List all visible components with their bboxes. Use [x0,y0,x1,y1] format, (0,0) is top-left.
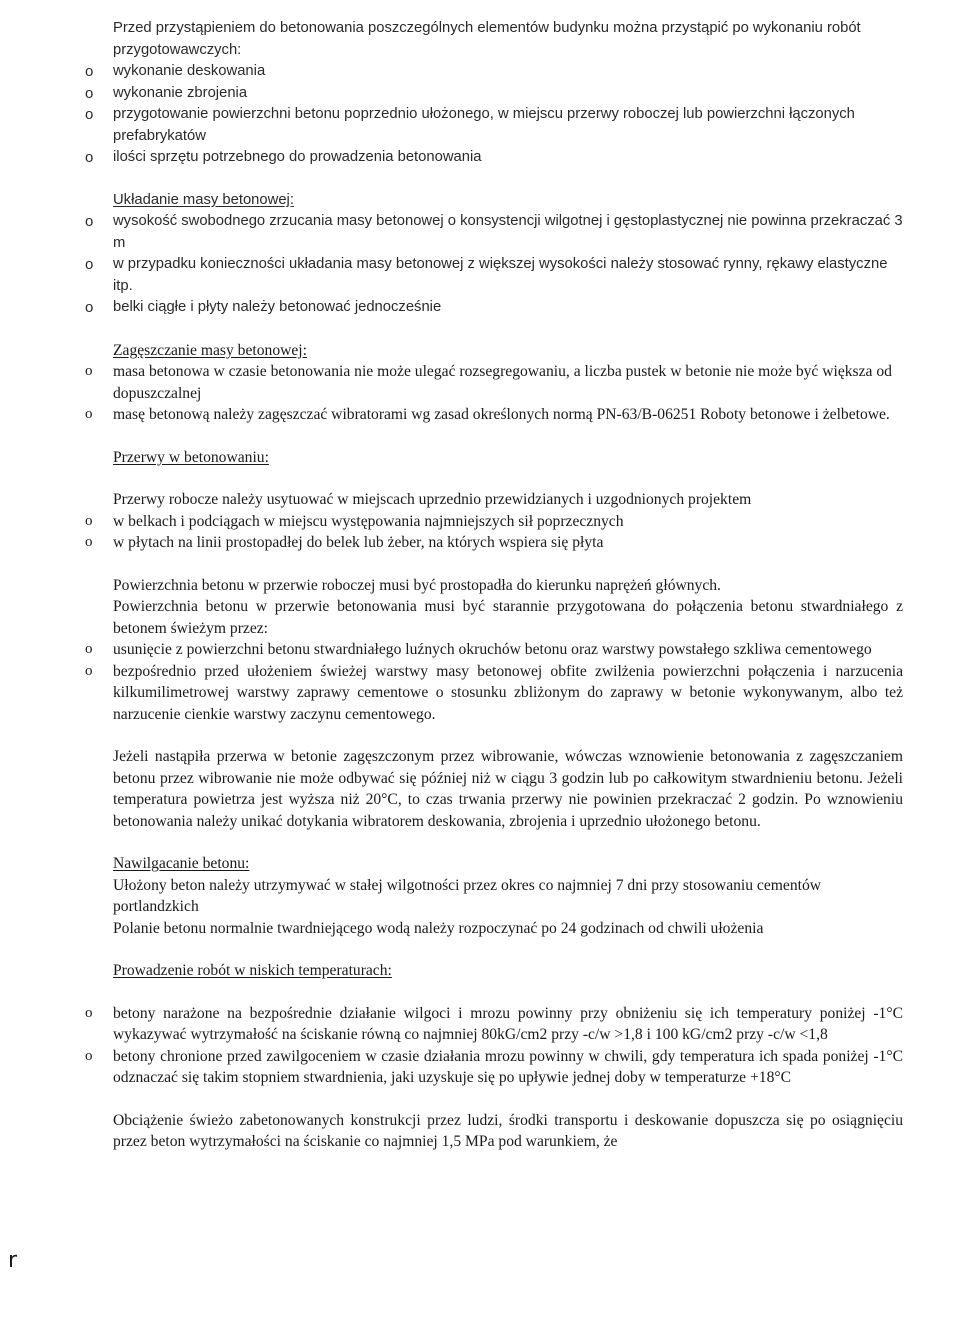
bullet-icon: o [85,1004,93,1021]
list-item: o wykonanie zbrojenia [113,83,903,105]
list-item: o w płytach na linii prostopadłej do belek lub żeber, na których wspiera się płyta [113,532,903,554]
bullet-icon: o [85,299,94,316]
paragraph: Polanie betonu normalnie twardniejącego wodą należy rozpoczynać po 24 godzinach od chwili ułożenia [113,919,764,937]
list-item: o ilości sprzętu potrzebnego do prowadzenia betonowania [113,147,903,169]
list-item: o betony chronione przed zawilgoceniem w czasie działania mrozu powinny w chwili, gdy temperatura ich spada poniżej -1°C odznaczać się takim stopniem stwardnienia, jaki uzyskuje się po upływie jednej doby w temperaturze +18°C [85,1047,903,1086]
list-item: o usunięcie z powierzchni betonu stwardniałego luźnych okruchów betonu oraz warstwy powstałego szkliwa cementowego [113,639,903,661]
list-item: o przygotowanie powierzchni betonu poprzednio ułożonego, w miejscu przerwy roboczej lub powierzchni łączonych prefabrykatów [85,106,855,144]
list-item: o bezpośrednio przed ułożeniem świeżej warstwy masy betonowej obfite zwilżenia powierzchni połączenia i narzucenia kilkumilimetrowej warstwy zaprawy cementowe o stosunku zbliżonym do zaprawy w betonie wykonywanym, albo też narzucenie cienkie warstwy zaczynu cementowego. [85,662,903,723]
section-heading-nawilgacanie: Nawilgacanie betonu: [113,855,250,872]
section-heading-ukladanie: Układanie masy betonowej: [113,191,294,208]
paragraph: Ułożony beton należy utrzymywać w stałej wilgotności przez okres co najmniej 7 dni przy stosowaniu cementów portlandzkich [113,876,822,915]
section-heading-zageszczanie: Zagęszczanie masy betonowej: [113,341,307,359]
intro-paragraph: Przed przystąpieniem do betonowania poszczególnych elementów budynku można przystąpić po wykonaniu robót przygotowawczych: [113,20,861,58]
document-page [0,18,960,1153]
bullet-icon: o [85,106,94,123]
paragraph: Obciążenie świeżo zabetonowanych konstrukcji przez ludzi, środki transportu i deskowanie dopuszcza się po osiągnięciu przez beton wytrzymałości na ściskanie co najmniej 1,5 MPa pod warunkiem, że [113,1111,903,1150]
bullet-icon: o [85,534,93,550]
paragraph: Jeżeli nastąpiła przerwa w betonie zagęszczonym przez wibrowanie, wówczas wznowienie betonowania z zagęszczaniem betonu przez wibrowanie nie może odbywać się później niż w ciągu 3 godzin lub po całkowitym stwardnieniu betonu. Jeżeli temperatura powietrza jest wyższa niż 20°C, to czas trwania przerwy nie powinien przekraczać 2 godzin. Po wznowieniu betonowania należy unikać dotykania wibratorem deskowania, zbrojenia i uprzednio ułożonego betonu. [113,748,903,830]
paragraph: Powierzchnia betonu w przerwie betonowania musi być starannie przygotowana do połączenia betonu stwardniałego z betonem świeżym przez: [113,598,903,637]
paragraph: Przerwy robocze należy usytuować w miejscach uprzednio przewidzianych i uzgodnionych projektem [113,491,752,508]
list-item: o betony narażone na bezpośrednie działanie wilgoci i mrozu powinny przy obniżeniu się ich temperatury poniżej -1°C wykazywać wytrzymałość na ściskanie równą co najmniej 80kG/cm2 przy -c/w >1,8 i 100 kG/cm2 przy -c/w <1,8 [85,1004,903,1043]
bullet-icon: o [85,84,94,102]
section-heading-niskie-temperatury: Prowadzenie robót w niskich temperaturach: [113,962,392,979]
bullet-icon: o [85,512,93,529]
list-item: o wysokość swobodnego zrzucania masy betonowej o konsystencji wilgotnej i gęstoplastycznej nie powinna przekraczać 3 m [85,213,903,251]
bullet-icon: o [85,1047,93,1064]
bullet-icon: o [85,363,93,379]
list-item: o w przypadku konieczności układania masy betonowej z większej wysokości należy stosować rynny, rękawy elastyczne itp. [85,256,888,294]
bullet-icon: o [85,641,93,657]
bullet-icon: o [85,213,94,230]
bullet-icon: o [85,662,93,679]
list-item: o masa betonowa w czasie betonowania nie może ulegać rozsegregowaniu, a liczba pustek w betonie nie może być większa od dopuszczalnej [85,363,892,402]
section-heading-przerwy: Przerwy w betonowaniu: [113,448,269,466]
list-item: o belki ciągłe i płyty należy betonować jednocześnie [113,297,903,319]
bullet-icon: o [85,63,94,80]
list-item: o masę betonową należy zagęszczać wibratorami wg zasad określonych normą PN-63/B-06251 Roboty betonowe i żelbetowe. [113,404,903,426]
margin-mark: r [8,1248,18,1273]
list-item: o wykonanie deskowania [113,61,903,83]
bullet-icon: o [85,256,94,273]
paragraph: Powierzchnia betonu w przerwie roboczej musi być prostopadła do kierunku naprężeń głównych. [113,576,721,594]
bullet-icon: o [85,406,93,422]
list-item: o w belkach i podciągach w miejscu występowania najmniejszych sił poprzecznych [113,511,903,533]
bullet-icon: o [85,149,94,166]
